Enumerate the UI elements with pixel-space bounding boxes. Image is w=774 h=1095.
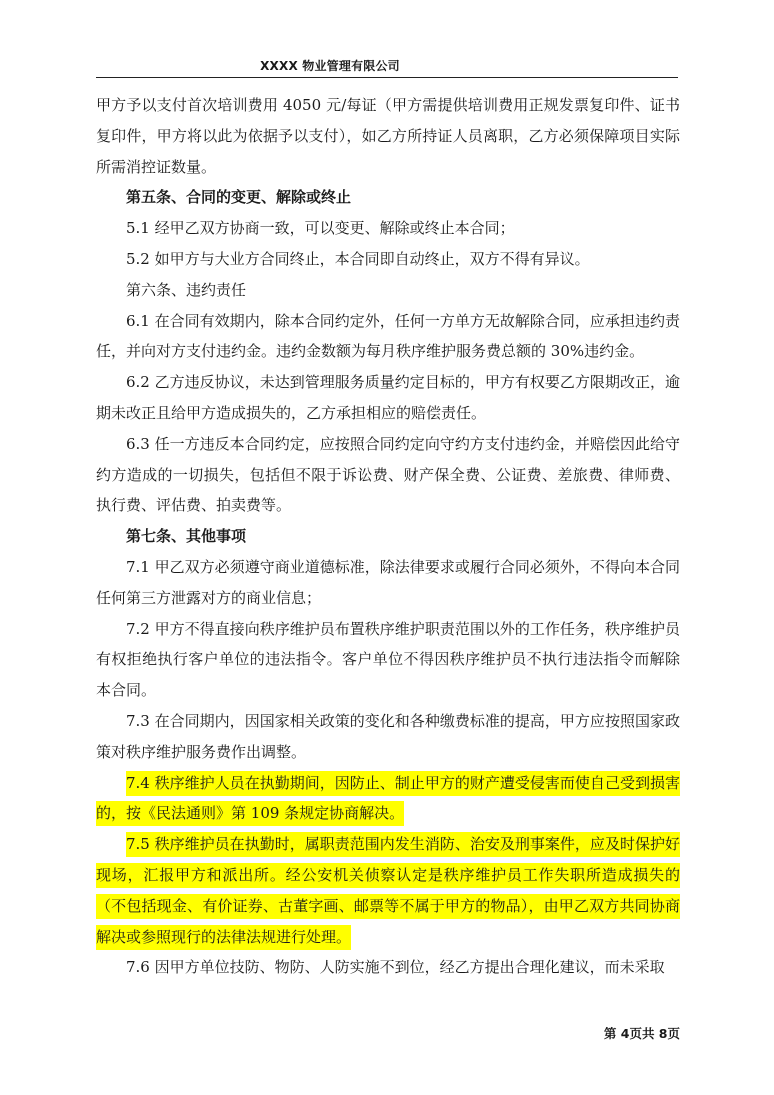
section-heading-article-7: 第七条、其他事项 — [126, 527, 247, 546]
clause-7-6: 7.6 因甲方单位技防、物防、人防实施不到位，经乙方提出合理化建议，而未采取 — [126, 958, 665, 977]
clause-6-3: 6.3 任一方违反本合同约定，应按照合同约定向守约方支付违约金，并赔偿因此给守约方造成的一切损失，包括但不限于诉讼费、财产保全费、公证费、差旅费、律师费、执行费、评估费、拍卖费等。 — [96, 434, 680, 515]
paragraph-training-fee: 甲方予以支付首次培训费用 4050 元/每证（甲方需提供培训费用正规发票复印件、证书复印件，甲方将以此为依据予以支付），如乙方所持证人员离职，乙方必须保障项目实际所需消控证数量。 — [96, 96, 680, 176]
header-divider — [96, 77, 678, 78]
page-number: 第 4页共 8页 — [603, 1026, 680, 1041]
section-heading-article-5: 第五条、合同的变更、解除或终止 — [126, 188, 352, 207]
document-body — [96, 90, 680, 983]
clause-5-1: 5.1 经甲乙双方协商一致，可以变更、解除或终止本合同； — [126, 219, 515, 238]
clause-7-5 — [96, 829, 680, 952]
clause-7-1: 7.1 甲乙双方必须遵守商业道德标准，除法律要求或履行合同必须外，不得向本合同任何第三方泄露对方的商业信息； — [96, 557, 680, 607]
section-heading-article-6: 第六条、违约责任 — [126, 280, 247, 299]
highlighted-text: 7.5 秩序维护员在执勤时，属职责范围内发生消防、治安及刑事案件，应及时保护好现场，汇报甲方和派出所。经公安机关侦察认定是秩序维护员工作失职所造成损失的（不包括现金、有价证券、古董字画、邮票等不属于甲方的物品），由甲乙双方共同协商解决或参照现行的法律法规进行处理。 — [96, 832, 680, 949]
document-header-company: XXXX 物业管理有限公司 — [260, 59, 400, 73]
clause-5-2: 5.2 如甲方与大业方合同终止，本合同即自动终止，双方不得有异议。 — [126, 249, 590, 268]
highlighted-text: 7.4 秩序维护人员在执勤期间，因防止、制止甲方的财产遭受侵害而使自己受到损害的，按《民法通则》第 109 条规定协商解决。 — [96, 771, 680, 827]
clause-6-2: 6.2 乙方违反协议，未达到管理服务质量约定目标的，甲方有权要乙方限期改正，逾期未改正且给甲方造成损失的，乙方承担相应的赔偿责任。 — [96, 373, 680, 422]
clause-7-4 — [96, 768, 680, 830]
clause-7-2: 7.2 甲方不得直接向秩序维护员布置秩序维护职责范围以外的工作任务，秩序维护员有权拒绝执行客户单位的违法指令。客户单位不得因秩序维护员不执行违法指令而解除本合同。 — [96, 619, 680, 700]
clause-6-1: 6.1 在合同有效期内，除本合同约定外，任何一方单方无故解除合同，应承担违约责任，并向对方支付违约金。违约金数额为每月秩序维护服务费总额的 30%违约金。 — [96, 311, 680, 361]
clause-7-3: 7.3 在合同期内，因国家相关政策的变化和各种缴费标准的提高，甲方应按照国家政策对秩序维护服务费作出调整。 — [96, 711, 680, 761]
